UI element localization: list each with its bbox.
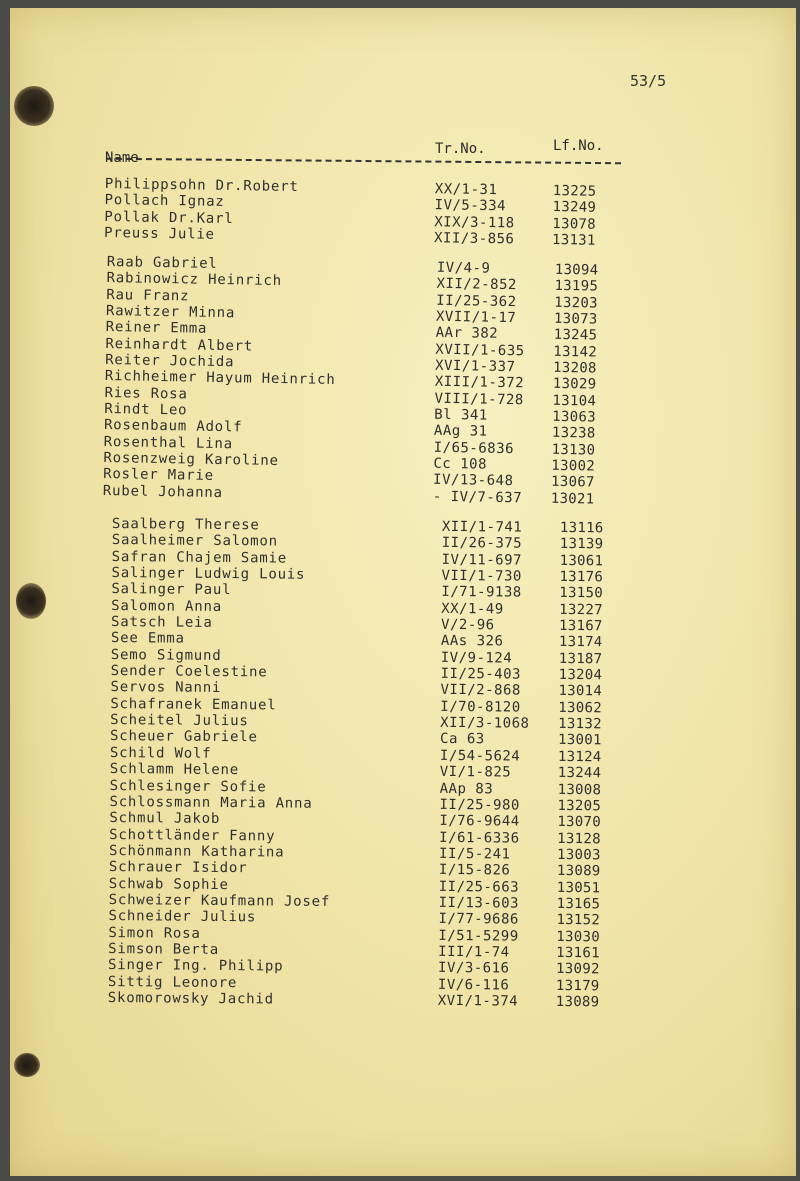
entry-name: Reiner Emma [105, 319, 208, 338]
list-number: 13104 [552, 392, 597, 410]
transport-number: I/61-6336 [439, 829, 520, 847]
list-number: 13030 [556, 928, 601, 945]
transport-number: IV/9-124 [440, 649, 513, 667]
transport-number: II/13-603 [438, 894, 520, 912]
punch-hole [14, 1053, 40, 1077]
entry-name: Reinhardt Albert [105, 335, 254, 355]
transport-number: XX/1-49 [441, 600, 504, 618]
transport-number: XVI/1-337 [434, 357, 516, 376]
list-number: 13092 [555, 961, 600, 978]
entry-name: Richheimer Hayum Heinrich [104, 368, 336, 389]
list-number: 13131 [551, 232, 596, 249]
entry-name: Schlesinger Sofie [109, 777, 267, 795]
entry-name: Schmul Jakob [109, 810, 221, 828]
list-number: 13165 [556, 895, 601, 913]
list-number: 13139 [559, 536, 604, 553]
entry-name: Schlossmann Maria Anna [109, 793, 313, 812]
list-number: 13238 [551, 425, 596, 442]
list-number: 13008 [557, 781, 602, 798]
list-number: 13176 [559, 568, 604, 586]
list-number: 13063 [552, 408, 597, 426]
entry-name: Simon Rosa [108, 924, 201, 942]
entry-name: See Emma [110, 630, 185, 648]
transport-number: XVI/1-374 [437, 992, 519, 1010]
list-number: 13062 [558, 699, 603, 717]
entry-name: Pollach Ignaz [104, 192, 225, 211]
list-number: 13128 [557, 830, 601, 847]
transport-number: XII/2-852 [436, 276, 518, 294]
tr-no-column-header: Tr.No. [435, 141, 486, 157]
transport-number: I/77-9686 [438, 911, 519, 928]
transport-number: XVII/1-17 [435, 308, 517, 327]
entry-name: Rawitzer Minna [105, 303, 236, 322]
entry-name: Schönmann Katharina [109, 842, 285, 861]
list-number: 13205 [557, 797, 602, 815]
transport-number: IV/3-616 [437, 960, 510, 977]
entry-name: Sittig Leonore [107, 973, 238, 991]
list-number: 13227 [559, 601, 603, 619]
document-page [10, 8, 796, 1176]
entry-name: Safran Chajem Samie [111, 548, 288, 567]
list-number: 13174 [558, 634, 603, 651]
list-number: 13249 [552, 199, 597, 217]
entry-name: Rau Franz [106, 286, 190, 305]
transport-number: IV/6-116 [437, 976, 510, 994]
transport-number: II/25-362 [436, 292, 517, 310]
transport-number: VIII/1-728 [434, 390, 524, 409]
transport-number: Ca 63 [439, 731, 485, 748]
transport-number: VI/1-825 [439, 764, 512, 781]
entry-name: Schlamm Helene [109, 761, 240, 779]
entry-name: Saalheimer Salomon [111, 532, 278, 550]
entry-group-s [107, 516, 604, 1011]
entry-name: Rosenzweig Karoline [103, 450, 279, 470]
punch-hole [16, 583, 46, 619]
entry-name: Raab Gabriel [106, 254, 218, 272]
entry-name: Schild Wolf [109, 744, 212, 762]
entry-name: Schwab Sophie [108, 875, 229, 893]
list-number: 13073 [553, 310, 598, 328]
transport-number: XII/3-1068 [440, 714, 530, 732]
transport-number: I/54-5624 [439, 747, 521, 765]
list-number: 13142 [553, 343, 598, 361]
transport-number: XII/1-741 [441, 518, 523, 536]
transport-number: XIX/3-118 [434, 213, 515, 232]
transport-number: I/70-8120 [440, 698, 521, 716]
list-number: 13208 [552, 359, 597, 377]
transport-number: XII/3-856 [433, 230, 515, 248]
list-number: 13094 [554, 261, 599, 279]
transport-number: AAs 326 [440, 633, 504, 650]
entry-name: Schrauer Isidor [108, 859, 248, 877]
list-number: 13132 [558, 716, 602, 733]
entry-name: Philippsohn Dr.Robert [104, 176, 299, 196]
list-number: 13070 [557, 814, 602, 831]
entry-name: Pollak Dr.Karl [104, 208, 234, 227]
entry-name: Singer Ing. Philipp [108, 957, 284, 975]
list-number: 13116 [559, 519, 604, 537]
transport-number: II/25-663 [438, 878, 520, 896]
entry-name: Rosenbaum Adolf [103, 417, 243, 436]
transport-number: VII/2-868 [440, 682, 521, 700]
list-number: 13021 [550, 490, 595, 508]
list-number: 13150 [559, 585, 604, 602]
transport-number: II/25-980 [439, 796, 520, 814]
entry-name: Preuss Julie [103, 225, 215, 243]
list-number: 13029 [552, 376, 597, 393]
transport-number: IV/13-648 [432, 472, 514, 490]
list-number: 13014 [558, 683, 603, 700]
transport-number: II/25-403 [440, 665, 522, 683]
transport-number: AAr 382 [435, 325, 499, 343]
list-number: 13061 [559, 552, 604, 569]
transport-number: AAp 83 [439, 780, 494, 797]
list-number: 13051 [556, 879, 601, 896]
entry-group-p [103, 176, 597, 249]
entry-name: Sender Coelestine [110, 663, 268, 681]
header-divider [106, 158, 621, 164]
entry-name: Rosler Marie [103, 466, 215, 485]
list-number: 13067 [550, 474, 595, 492]
entry-name: Salinger Paul [111, 581, 232, 599]
list-number: 13204 [558, 666, 603, 684]
transport-number: II/5-241 [438, 845, 511, 863]
entry-name: Simson Berta [108, 940, 220, 958]
list-number: 13203 [554, 294, 599, 312]
transport-number: XVII/1-635 [435, 341, 525, 360]
list-number: 13161 [556, 944, 600, 962]
punch-hole [14, 86, 54, 126]
entry-name: Ries Rosa [104, 384, 188, 403]
name-column-header: Name [105, 150, 139, 166]
transport-number: Bl 341 [434, 406, 488, 424]
list-number: 13179 [555, 977, 600, 994]
entry-group-r [102, 254, 599, 508]
entry-name: Rindt Leo [104, 401, 188, 419]
list-number: 13089 [556, 863, 601, 880]
list-number: 13001 [557, 732, 602, 749]
transport-number: V/2-96 [440, 616, 495, 634]
entry-name: Rosenthal Lina [103, 433, 234, 453]
list-number: 13078 [552, 215, 597, 233]
transport-number: Cc 108 [433, 455, 488, 473]
transport-number: I/71-9138 [441, 584, 522, 601]
page-number: 53/5 [630, 72, 667, 90]
entry-name: Scheuer Gabriele [110, 728, 258, 746]
list-number: 13195 [554, 278, 599, 295]
transport-number: AAg 31 [433, 423, 488, 441]
entry-name: Salinger Ludwig Louis [111, 565, 306, 583]
list-number: 13167 [558, 617, 603, 635]
transport-number: VII/1-730 [441, 567, 522, 585]
transport-number: XX/1-31 [434, 181, 498, 199]
list-number: 13003 [556, 846, 601, 864]
transport-number: III/1-74 [438, 943, 510, 961]
list-number: 13245 [553, 327, 598, 344]
entry-name: Semo Sigmund [110, 646, 222, 664]
transport-number: I/51-5299 [438, 927, 519, 945]
list-number: 13152 [556, 912, 601, 929]
list-number: 13124 [557, 748, 602, 766]
transport-number: I/76-9644 [439, 813, 520, 830]
transport-number: - IV/7-637 [432, 488, 523, 507]
list-number: 13187 [558, 650, 603, 668]
entry-name: Rubel Johanna [102, 482, 223, 501]
entry-name: Schneider Julius [108, 908, 257, 926]
entry-name: Schafranek Emanuel [110, 695, 277, 714]
list-number: 13002 [551, 457, 596, 475]
list-number: 13244 [557, 765, 602, 782]
entry-name: Salomon Anna [111, 597, 223, 615]
entry-name: Reiter Jochida [105, 352, 235, 371]
list-number: 13089 [555, 993, 600, 1011]
entry-name: Satsch Leia [111, 614, 213, 631]
entry-name: Rabinowicz Heinrich [106, 270, 283, 290]
transport-number: I/15-826 [438, 862, 511, 879]
entry-name: Scheitel Julius [110, 712, 249, 730]
transport-number: IV/11-697 [441, 551, 523, 569]
entry-name: Servos Nanni [110, 679, 222, 697]
transport-number: IV/4-9 [436, 259, 491, 277]
entry-name: Skomorowsky Jachid [107, 989, 274, 1008]
transport-number: I/65-6836 [433, 439, 515, 457]
entry-name: Schweizer Kaufmann Josef [108, 891, 331, 910]
transport-number: IV/5-334 [434, 197, 507, 215]
lf-no-column-header: Lf.No. [553, 138, 604, 154]
transport-number: II/26-375 [441, 535, 523, 552]
list-number: 13130 [551, 441, 596, 459]
entry-name: Schottländer Fanny [109, 826, 276, 844]
list-number: 13225 [552, 183, 597, 200]
transport-number: XIII/1-372 [434, 374, 525, 392]
entry-name: Saalberg Therese [111, 516, 260, 534]
